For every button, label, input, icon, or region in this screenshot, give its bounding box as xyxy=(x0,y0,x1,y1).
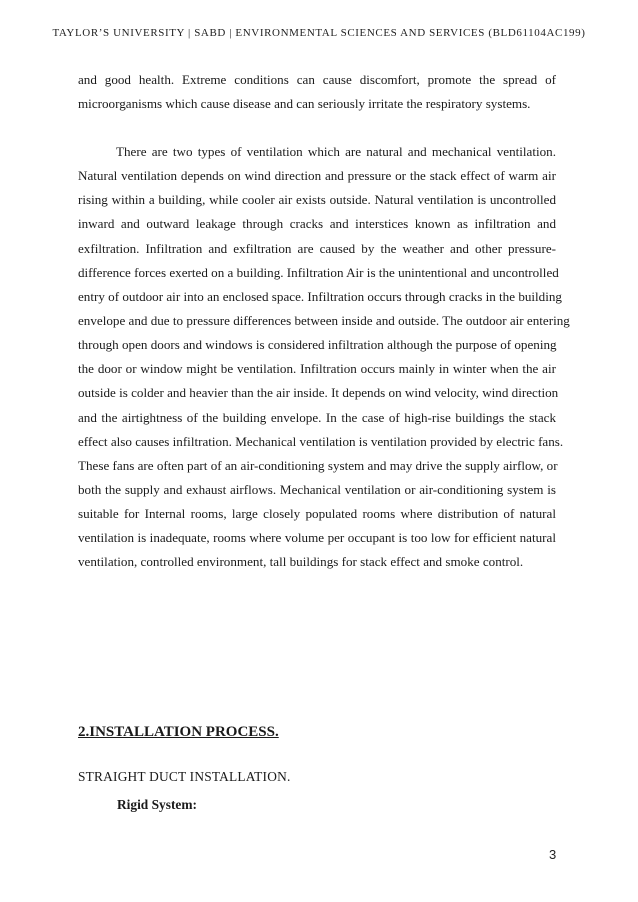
paragraph-line: ventilation is inadequate, rooms where volume per occupant is too low for efficient natural xyxy=(78,530,556,546)
paragraph-line: These fans are often part of an air-conditioning system and may drive the supply airflow, or xyxy=(78,457,558,473)
paragraph-line: effect also causes infiltration. Mechanical ventilation is ventilation provided by electric fans. xyxy=(78,433,564,449)
paragraph-line: the door or window might be ventilation. Infiltration occurs mainly in winter when the air xyxy=(78,361,556,377)
paragraph-line: through open doors and windows is considered infiltration although the purpose of opening xyxy=(78,337,557,353)
paragraph-line: difference forces exerted on a building. Infiltration Air is the unintentional and uncontrolled xyxy=(78,264,559,280)
paragraph-line: exfiltration. Infiltration and exfiltration are caused by the weather and other pressure- xyxy=(78,240,556,256)
paragraph-ventilation-types xyxy=(78,140,570,575)
paragraph-line: ventilation, controlled environment, tall buildings for stack effect and smoke control. xyxy=(78,554,524,570)
running-header: TAYLOR’S UNIVERSITY | SABD | ENVIRONMENTAL SCIENCES AND SERVICES (BLD61104AC199) xyxy=(52,27,586,39)
paragraph-line: and good health. Extreme conditions can cause discomfort, promote the spread of xyxy=(78,72,556,87)
subsection-heading: STRAIGHT DUCT INSTALLATION. xyxy=(78,769,291,784)
paragraph-line: rising within a building, while cooler air exists outside. Natural ventilation is uncontrolled xyxy=(78,192,556,208)
paragraph-line: entry of outdoor air into an enclosed space. Infiltration occurs through cracks in the building xyxy=(78,288,562,304)
paragraph-line: microorganisms which cause disease and can seriously irritate the respiratory systems. xyxy=(78,96,531,112)
paragraph-line: envelope and due to pressure differences between inside and outside. The outdoor air entering xyxy=(78,312,570,328)
paragraph-line: There are two types of ventilation which are natural and mechanical ventilation. xyxy=(116,144,556,159)
paragraph-line: inward and outward leakage through cracks and interstices known as infiltration and xyxy=(78,216,556,232)
paragraph-intro-continuation xyxy=(78,68,556,116)
paragraph-line: both the supply and exhaust airflows. Mechanical ventilation or air-conditioning system is xyxy=(78,481,556,497)
section-heading: 2.INSTALLATION PROCESS. xyxy=(78,724,279,740)
paragraph-line: suitable for Internal rooms, large closely populated rooms where distribution of natural xyxy=(78,506,556,522)
paragraph-line: Natural ventilation depends on wind direction and pressure or the stack effect of warm air xyxy=(78,168,556,184)
page-number: 3 xyxy=(549,847,557,862)
paragraph-line: and the airtightness of the building envelope. In the case of high-rise buildings the stack xyxy=(78,409,556,425)
subsubsection-heading: Rigid System: xyxy=(117,797,197,812)
paragraph-line: outside is colder and heavier than the air inside. It depends on wind velocity, wind direction xyxy=(78,385,559,401)
